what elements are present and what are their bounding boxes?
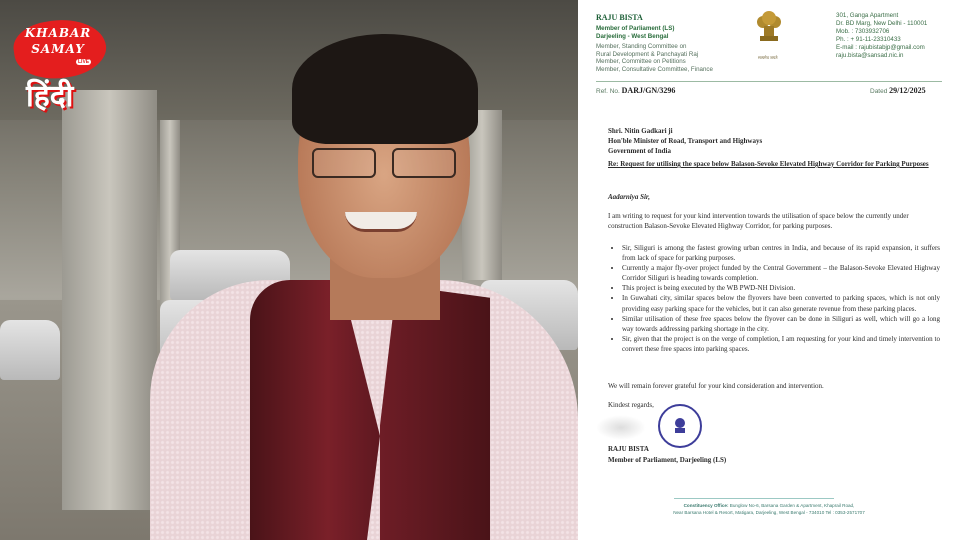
bullet-item: • Sir, given that the project is on the verge of completion, I am requesting for your kind and timely intervention to convert these free spaces into parking spaces. [622, 334, 940, 354]
khabar-samay-logo [8, 16, 108, 116]
signature [596, 415, 646, 440]
bullet-list [608, 243, 940, 354]
recipient-line: Hon'ble Minister of Road, Transport and Highways [608, 137, 763, 146]
bullet-item: • In Guwahati city, similar spaces below the flyovers have been converted to parking spaces, which is not only providing easy parking space for the vehicles, but it can also generate revenue from these parking places. [622, 293, 940, 313]
logo-text: SAMAY [31, 42, 85, 56]
vest [380, 285, 490, 540]
date-value: 29/12/2025 [889, 86, 926, 95]
bullet-item: • This project is being executed by the WB PWD-NH Division. [622, 283, 940, 293]
intro-paragraph: I am writing to request for your kind intervention towards the utilisation of space below the currently under construction Balason-Sevoke Elevated Highway Corridor, for parking purposes. [608, 212, 909, 231]
emblem-stamp-icon [672, 417, 688, 435]
phone: Ph. : + 91-11-23310433 [836, 36, 901, 43]
regards: Kindest regards, [608, 401, 654, 409]
ref-value: DARJ/GN/3296 [621, 86, 676, 95]
address-line: 301, Ganga Apartment [836, 12, 899, 19]
committee: Member, Committee on Petitions [596, 58, 686, 66]
date [870, 86, 926, 95]
recipient [608, 126, 938, 157]
email: raju.bista@sansad.nic.in [836, 52, 904, 59]
recipient-line: Shri. Nitin Gadkari ji [608, 127, 673, 135]
signatory-title: Member of Parliament, Darjeeling (LS) [608, 456, 727, 464]
footer-address: Bunglow No-6, Barsana Garden & Apartment, Khaprail Road, [729, 503, 855, 508]
hair [292, 34, 478, 144]
letter-document [578, 0, 960, 540]
committee: Member, Standing Committee on [596, 43, 687, 50]
sender-constituency: Darjeeling - West Bengal [596, 33, 669, 40]
logo-text: KHABAR [24, 26, 92, 40]
live-badge: LIVE [78, 59, 90, 65]
phone-mobile: Mob. : 7303932706 [836, 28, 890, 35]
footer-divider [674, 498, 834, 499]
smile [345, 212, 417, 232]
sender-title: Member of Parliament (LS) [596, 25, 675, 32]
committee: Rural Development & Panchayati Raj [596, 50, 699, 58]
glasses [392, 148, 456, 178]
recipient-line: Government of India [608, 147, 671, 156]
signatory-name: RAJU BISTA [608, 445, 649, 453]
committee: Member, Consultative Committee, Finance [596, 65, 713, 73]
closing-paragraph: We will remain forever grateful for your kind consideration and intervention. [608, 382, 824, 390]
footer-label: Constituency Office: [683, 503, 729, 508]
national-emblem-icon [754, 8, 784, 54]
committees [596, 43, 713, 73]
parked-car [0, 320, 60, 380]
salutation: Aadarniya Sir, [608, 193, 651, 201]
ref-label: Ref. No. [596, 88, 620, 95]
sender-name: RAJU BISTA [596, 13, 643, 22]
sender-address [836, 12, 927, 60]
date-label: Dated [870, 88, 888, 95]
footer-line [578, 503, 960, 508]
email: E-mail : rajubistabjp@gmail.com [836, 44, 925, 51]
logo-hindi: हिंदी [26, 80, 74, 113]
pillar [62, 90, 157, 510]
bullet-item: • Similar utilisation of these free spaces below the flyover can be done in Siliguri as well, which will go a long way towards addressing parking shortage in the city. [622, 314, 940, 334]
bullet-item: • Currently a major fly-over project funded by the Central Government – the Balason-Sevoke Elevated Highway Corridor Siliguri is heading towards completion. [622, 263, 940, 283]
footer-address: Near Barsana Hotel & Resort, Matigara, Darjeeling, West Bengal - 734010 Tel : 0353-2571707 [673, 510, 865, 515]
glasses [312, 148, 376, 178]
address-line: Dr. BD Marg, New Delhi - 110001 [836, 20, 928, 27]
ref-number [596, 86, 675, 95]
bullet-item: • Sir, Siliguri is among the fastest growing urban centres in India, and because of its rapid expansion, it suffers from lack of space for parking purposes. [622, 243, 940, 263]
emblem-caption: सत्यमेव जयते [758, 55, 778, 60]
mp-stamp [658, 404, 702, 448]
subject: Re: Request for utilising the space below Balason-Sevoke Elevated Highway Corridor for Parking Purposes [608, 160, 929, 168]
divider [596, 81, 942, 82]
